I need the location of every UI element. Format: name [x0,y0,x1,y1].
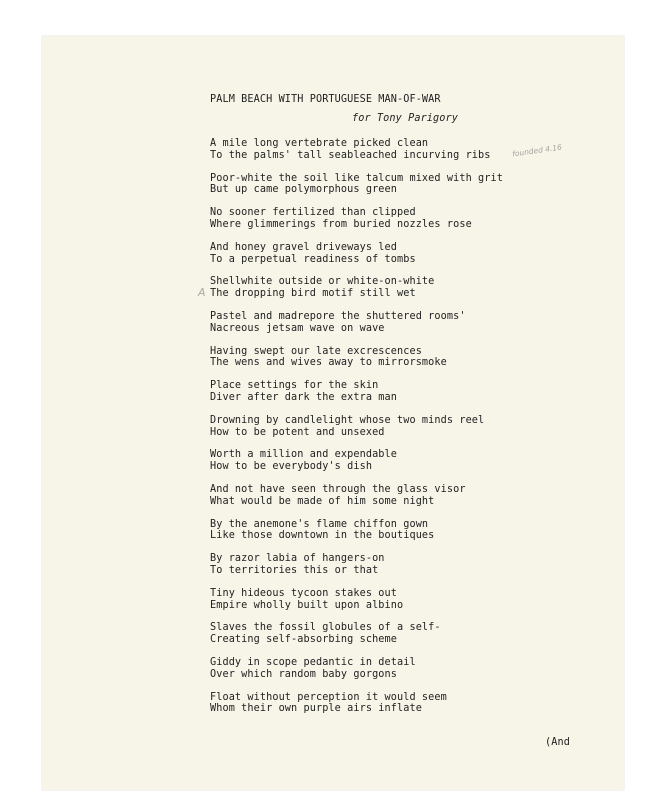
poem-line: Place settings for the skin [210,380,379,392]
stanza [210,138,530,173]
poem-line: Nacreous jetsam wave on wave [210,322,385,334]
stanza [210,380,530,415]
poem-line: Drowning by candlelight whose two minds reel [210,414,485,426]
poem-line: Empire wholly built upon albino [210,599,404,611]
poem-line: Where glimmerings from buried nozzles rose [210,218,472,230]
stanza [210,311,530,346]
poem-line: Tiny hideous tycoon stakes out [210,587,398,599]
pencil-annotation: founded 4.16 [511,142,563,159]
poem-line: Diver after dark the extra man [210,391,398,403]
stanza [210,657,530,692]
poem-line: No sooner fertilized than clipped [210,207,416,219]
pencil-margin-mark: A [198,286,206,299]
stanza [210,173,530,208]
stanza [210,242,530,277]
poem-body [210,138,530,726]
stanza [210,553,530,588]
poem-line: How to be potent and unsexed [210,426,385,438]
poem-line: Whom their own purple airs inflate [210,703,422,715]
poem-line: Creating self-absorbing scheme [210,634,398,646]
poem-line: Like those downtown in the boutiques [210,530,435,542]
stanza [210,276,530,311]
poem-line: How to be everybody's dish [210,461,373,473]
poem-line: Pastel and madrepore the shuttered rooms' [210,310,466,322]
poem-line: Float without perception it would seem [210,691,447,703]
stanza [210,449,530,484]
stanza [210,622,530,657]
stanza [210,415,530,450]
poem-line: A mile long vertebrate picked clean [210,138,429,149]
poem-line: Over which random baby gorgons [210,668,398,680]
poem-title: PALM BEACH WITH PORTUGUESE MAN-OF-WAR [210,94,441,105]
poem-line: Poor-white the soil like talcum mixed with grit [210,172,503,184]
stanza [210,346,530,381]
poem-line: Having swept our late excrescences [210,345,422,357]
poem-line: The dropping bird motif still wet [210,288,416,300]
poem-line: To territories this or that [210,564,379,576]
stanza [210,207,530,242]
poem-line: Worth a million and expendable [210,449,398,461]
poem-line: By the anemone's flame chiffon gown [210,518,429,530]
poem-line: What would be made of him some night [210,495,435,507]
stanza [210,588,530,623]
poem-line: Slaves the fossil globules of a self- [210,622,441,634]
poem-line: Giddy in scope pedantic in detail [210,656,416,668]
stanza [210,692,530,727]
stanza [210,519,530,554]
continuation-word: (And [545,737,570,748]
poem-line: And not have seen through the glass visor [210,483,466,495]
poem-line: The wens and wives away to mirrorsmoke [210,357,447,369]
poem-dedication: for Tony Parigory [352,113,458,124]
poem-line: Shellwhite outside or white-on-white [210,276,435,288]
poem-line: And honey gravel driveways led [210,241,398,253]
poem-line: To a perpetual readiness of tombs [210,253,416,265]
poem-line: To the palms' tall seableached incurving ribs [210,149,491,161]
poem-line: By razor labia of hangers-on [210,553,385,565]
stanza [210,484,530,519]
poem-line: But up came polymorphous green [210,184,398,196]
